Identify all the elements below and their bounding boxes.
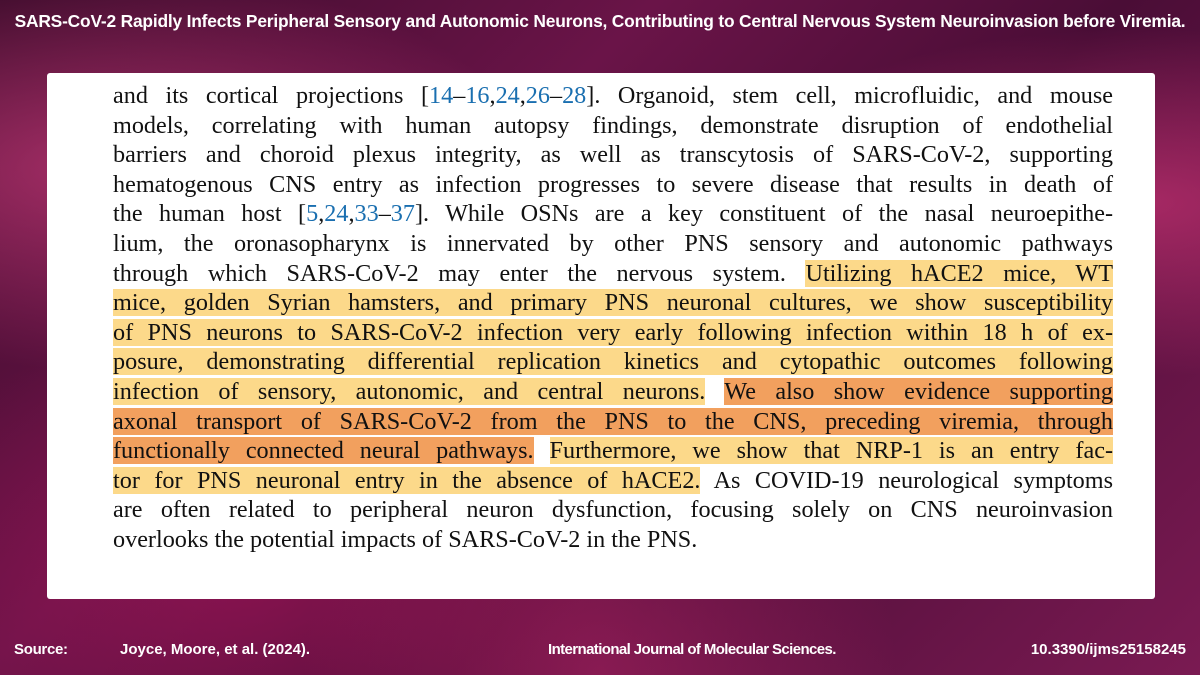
- source-journal: International Journal of Molecular Sciences.: [548, 641, 836, 658]
- source-doi: 10.3390/ijms25158245: [1030, 641, 1186, 658]
- excerpt-line: [113, 407, 1113, 437]
- text-run: lium, the oronasopharynx is innervated by other PNS sensory and autonomic pathways: [113, 229, 1113, 257]
- text-run: overlooks the potential impacts of SARS-CoV-2 in the PNS.: [113, 525, 698, 553]
- highlight-yellow: of PNS neurons to SARS-CoV-2 infection very early following infection within 18 h of ex-: [113, 318, 1113, 346]
- excerpt-line: [113, 318, 1113, 348]
- text-run: As COVID-19 neurological symptoms: [700, 466, 1113, 494]
- text-run: ,: [519, 82, 526, 109]
- text-run: ,: [348, 200, 355, 228]
- text-run: [534, 437, 550, 464]
- text-run: and its cortical projections [: [113, 82, 430, 109]
- text-run: –: [549, 82, 563, 109]
- text-run: ,: [318, 200, 325, 228]
- excerpt-line: [113, 436, 1113, 466]
- text-run: hematogenous CNS entry as infection progresses to severe disease that results in death of: [113, 170, 1113, 198]
- text-run: ,: [489, 82, 496, 109]
- title-bar: [0, 0, 1200, 42]
- source-authors: Joyce, Moore, et al. (2024).: [120, 641, 311, 658]
- excerpt-line: [113, 495, 1113, 525]
- text-run: –: [378, 200, 391, 228]
- text-run: the human host [: [113, 200, 307, 228]
- text-run: ]. Organoid, stem cell, microfluidic, and mouse: [586, 82, 1113, 109]
- text-run: [705, 378, 724, 405]
- highlight-orange: axonal transport of SARS-CoV-2 from the PNS to the CNS, preceding viremia, through: [113, 407, 1113, 435]
- excerpt-card: [47, 73, 1155, 599]
- excerpt-line: [113, 81, 1113, 111]
- text-run: are often related to peripheral neuron dysfunction, focusing solely on CNS neuroinvasion: [113, 496, 1113, 524]
- excerpt-line: [113, 199, 1113, 229]
- citation-link[interactable]: 14: [429, 82, 454, 109]
- source-label: Source:: [14, 641, 68, 658]
- excerpt-line: [113, 525, 1113, 555]
- excerpt-line: [113, 259, 1113, 289]
- highlight-yellow: Utilizing hACE2 mice, WT: [805, 259, 1113, 287]
- citation-link[interactable]: 28: [562, 82, 587, 109]
- citation-link[interactable]: 24: [324, 200, 349, 228]
- slide-title: SARS-CoV-2 Rapidly Infects Peripheral Sensory and Autonomic Neurons, Contributing to Central Nervous System Neuroinvasion before Viremia.: [14, 10, 1186, 31]
- text-run: models, correlating with human autopsy findings, demonstrate disruption of endothelial: [113, 111, 1113, 139]
- excerpt-text: [113, 81, 1113, 555]
- excerpt-line: [113, 170, 1113, 200]
- highlight-yellow: tor for PNS neuronal entry in the absence of hACE2.: [113, 466, 701, 494]
- source-footer: [0, 627, 1200, 675]
- highlight-yellow: mice, golden Syrian hamsters, and primary PNS neuronal cultures, we show susceptibility: [113, 289, 1113, 317]
- excerpt-line: [113, 347, 1113, 377]
- excerpt-line: [113, 288, 1113, 318]
- citation-link[interactable]: 16: [465, 82, 490, 109]
- citation-link[interactable]: 33: [354, 200, 379, 228]
- text-run: –: [453, 82, 466, 109]
- citation-link[interactable]: 24: [495, 82, 520, 109]
- citation-link[interactable]: 37: [390, 200, 415, 228]
- citation-link[interactable]: 26: [525, 82, 550, 109]
- highlight-yellow: posure, demonstrating differential replication kinetics and cytopathic outcomes following: [113, 348, 1113, 376]
- highlight-orange: We also show evidence supporting: [724, 377, 1113, 405]
- text-run: through which SARS-CoV-2 may enter the nervous system.: [113, 259, 806, 287]
- text-run: barriers and choroid plexus integrity, as well as transcytosis of SARS-CoV-2, supporting: [113, 141, 1113, 169]
- excerpt-line: [113, 377, 1113, 407]
- highlight-yellow: Furthermore, we show that NRP-1 is an entry fac-: [549, 437, 1114, 465]
- excerpt-line: [113, 229, 1113, 259]
- highlight-yellow: infection of sensory, autonomic, and central neurons.: [113, 377, 706, 405]
- excerpt-line: [113, 466, 1113, 496]
- text-run: ]. While OSNs are a key constituent of the nasal neuroepithe-: [414, 200, 1113, 228]
- excerpt-line: [113, 140, 1113, 170]
- excerpt-line: [113, 111, 1113, 141]
- highlight-orange: functionally connected neural pathways.: [113, 437, 534, 465]
- citation-link[interactable]: 5: [306, 200, 319, 228]
